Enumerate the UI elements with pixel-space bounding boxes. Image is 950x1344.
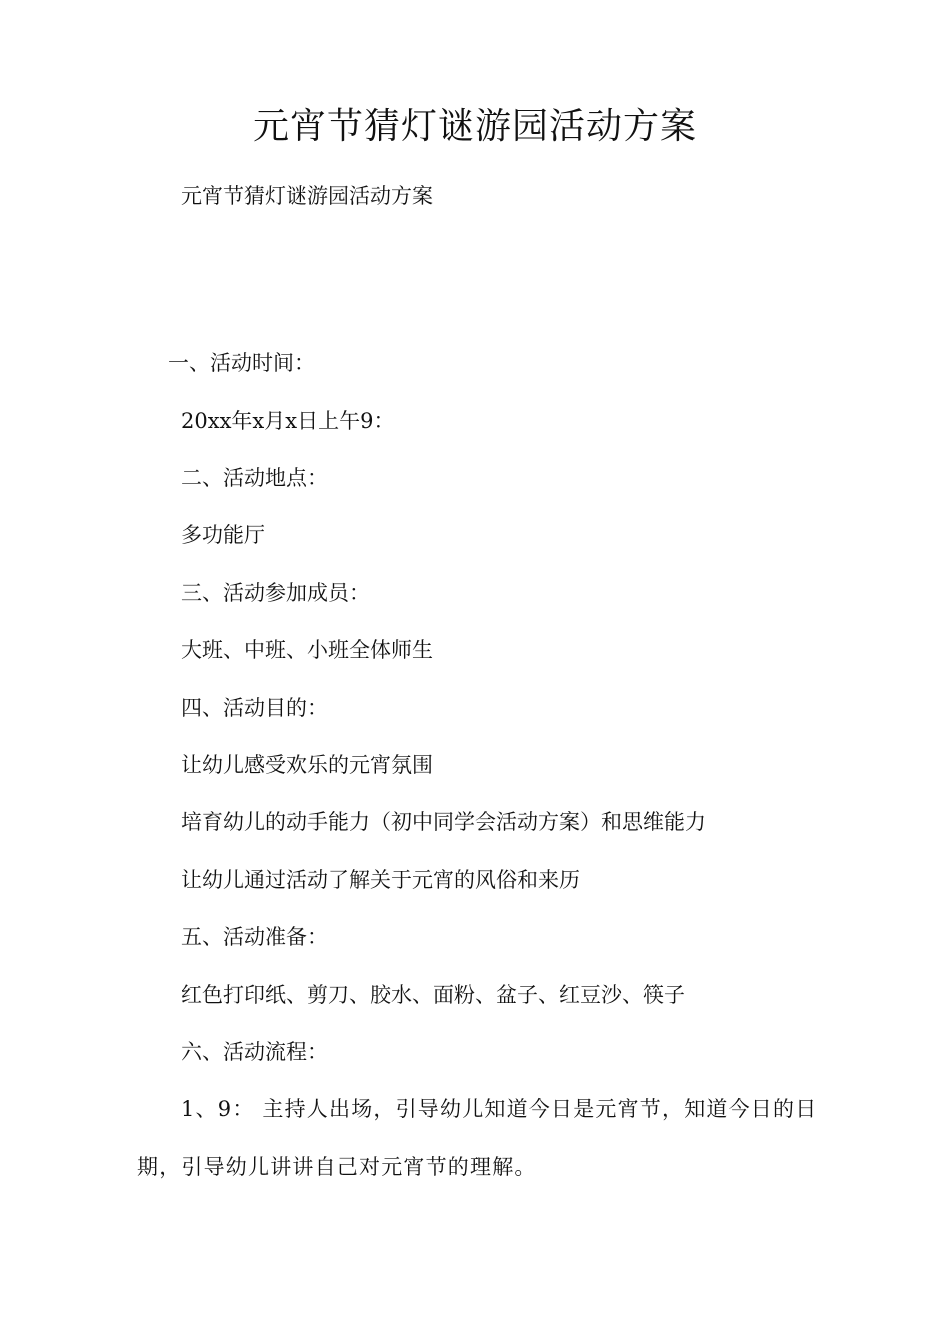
section-heading-process: 六、活动流程： <box>181 1040 328 1064</box>
text-line-goal-3: 让幼儿通过活动了解关于元宵的风俗和来历 <box>181 868 580 892</box>
section-heading-preparation: 五、活动准备： <box>181 925 328 949</box>
document-subtitle: 元宵节猜灯谜游园活动方案 <box>181 184 433 208</box>
text-line-goal-1: 让幼儿感受欢乐的元宵氛围 <box>181 753 433 777</box>
section-heading-participants: 三、活动参加成员： <box>181 581 370 605</box>
text-line-date: 20xx年x月x日上午9： <box>181 409 395 433</box>
section-heading-goals: 四、活动目的： <box>181 696 328 720</box>
section-heading-location: 二、活动地点： <box>181 466 328 490</box>
text-line-materials: 红色打印纸、剪刀、胶水、面粉、盆子、红豆沙、筷子 <box>181 983 685 1007</box>
text-line-participants: 大班、中班、小班全体师生 <box>181 638 433 662</box>
section-heading-time: 一、活动时间： <box>168 351 315 375</box>
page-title: 元宵节猜灯谜游园活动方案 <box>252 106 697 147</box>
process-step-1-paragraph: 1、9： 主持人出场，引导幼儿知道今日是元宵节，知道今日的日期，引导幼儿讲讲自己对元宵节的理解。 <box>137 1097 818 1179</box>
text-line-location: 多功能厅 <box>181 523 265 547</box>
text-line-goal-2: 培育幼儿的动手能力（初中同学会活动方案）和思维能力 <box>181 810 706 834</box>
